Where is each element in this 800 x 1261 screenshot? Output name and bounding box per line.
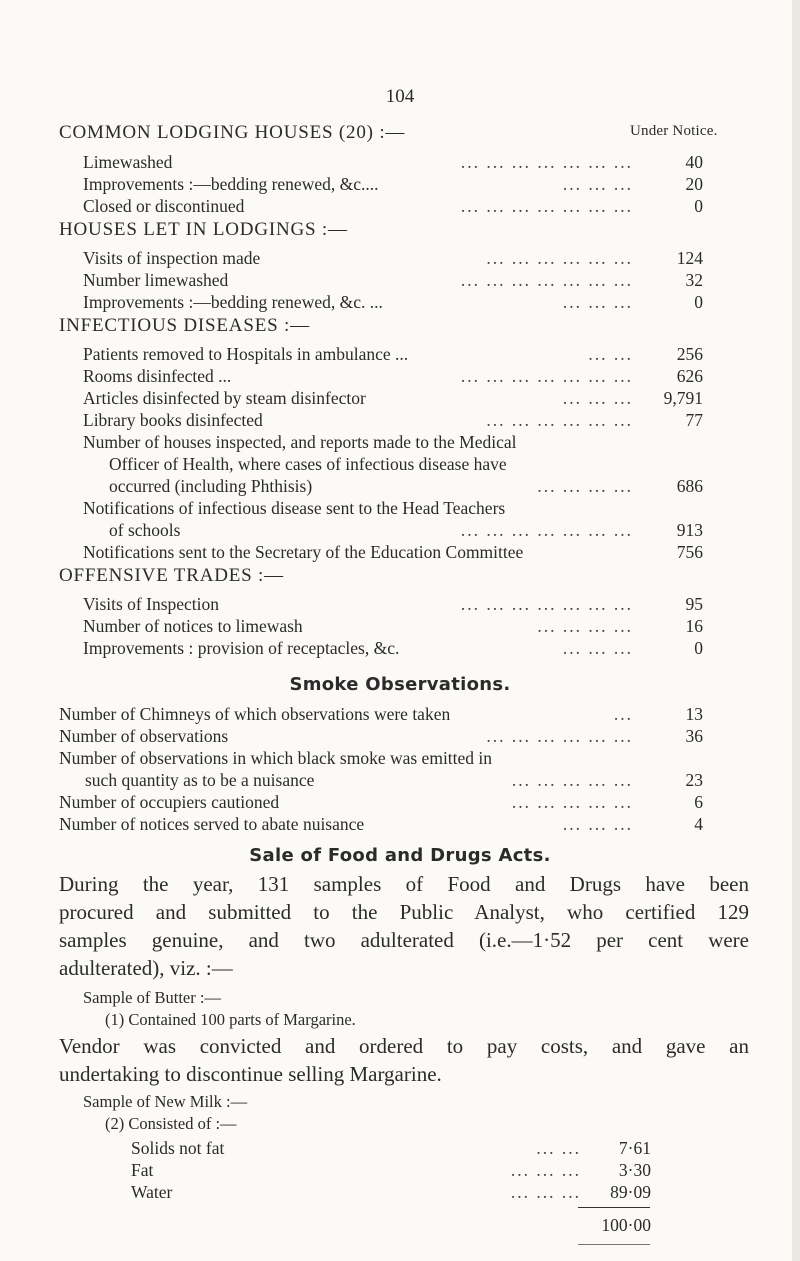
row-label: Limewashed	[83, 152, 173, 172]
table-row	[83, 248, 703, 270]
row-label: Number of observations	[59, 726, 229, 746]
sum-rule-top	[578, 1207, 650, 1208]
leader-dots: ... ... ... ... ... ... ...	[460, 594, 633, 614]
table-row	[83, 638, 703, 660]
black-smoke-line-1: Number of observations in which black smoke was emitted in	[59, 748, 493, 768]
table-row	[109, 520, 703, 542]
row-label: Number of Chimneys of which observations were taken	[59, 704, 451, 724]
row-label: Rooms disinfected ...	[83, 366, 232, 386]
table-row	[83, 616, 703, 638]
leader-dots: ... ... ... ... ... ...	[486, 726, 633, 746]
leader-dots: ... ... ... ... ... ... ...	[460, 520, 633, 540]
row-label: Water	[131, 1182, 173, 1202]
butter-sample-label: Sample of Butter :—	[83, 988, 221, 1007]
row-value: 32	[685, 270, 703, 290]
row-value: 7·61	[618, 1138, 651, 1158]
row-label: Articles disinfected by steam disinfector	[83, 388, 366, 408]
leader-dots: ... ... ... ... ... ... ...	[460, 270, 633, 290]
leader-dots: ... ... ...	[510, 1182, 581, 1202]
milk-total-row	[131, 1215, 651, 1237]
paragraph-line: Vendor was convicted and ordered to pay costs, and gave an	[59, 1034, 749, 1058]
row-value: 77	[685, 410, 703, 430]
leader-dots: ... ... ... ... ... ... ...	[460, 196, 633, 216]
row-label: Closed or discontinued	[83, 196, 245, 216]
paragraph-line: procured and submitted to the Public Analyst, who certified 129	[59, 900, 749, 924]
paragraph-line: undertaking to discontinue selling Margarine.	[59, 1062, 442, 1086]
table-row	[59, 814, 703, 836]
leader-dots: ... ... ...	[562, 388, 633, 408]
leader-dots: ... ... ... ... ... ...	[486, 248, 633, 268]
leader-dots: ... ... ... ... ... ... ...	[460, 152, 633, 172]
row-value: 16	[685, 616, 703, 636]
row-value: 626	[676, 366, 703, 386]
row-label: Patients removed to Hospitals in ambulance ...	[83, 344, 409, 364]
infectious-diseases-heading: INFECTIOUS DISEASES :—	[59, 315, 310, 336]
lodging-houses-heading	[59, 122, 718, 144]
leader-dots: ... ... ... ...	[537, 476, 633, 496]
food-drugs-heading: Sale of Food and Drugs Acts.	[249, 845, 551, 866]
leader-dots: ... ... ... ... ... ... ...	[460, 366, 633, 386]
row-label: occurred (including Phthisis)	[109, 476, 313, 496]
row-label: Number limewashed	[83, 270, 229, 290]
lodging-houses-heading-text: COMMON LODGING HOUSES (20) :—	[59, 122, 406, 143]
table-row	[83, 270, 703, 292]
row-value: 13	[685, 704, 703, 724]
table-row	[131, 1138, 651, 1160]
row-value: 0	[694, 638, 703, 658]
row-value: 0	[694, 196, 703, 216]
row-label: Visits of Inspection	[83, 594, 220, 614]
table-row	[59, 726, 703, 748]
row-value: 6	[694, 792, 703, 812]
row-value: 40	[685, 152, 703, 172]
leader-dots: ... ... ... ...	[537, 616, 633, 636]
leader-dots: ... ...	[536, 1138, 581, 1158]
leader-dots: ... ... ...	[562, 814, 633, 834]
row-label: Library books disinfected	[83, 410, 263, 430]
houses-let-heading: HOUSES LET IN LODGINGS :—	[59, 219, 348, 240]
row-value: 756	[676, 542, 703, 562]
vendor-paragraph	[59, 1032, 749, 1088]
leader-dots: ...	[613, 704, 633, 724]
head-teachers-line-1: Notifications of infectious disease sent to the Head Teachers	[83, 498, 506, 518]
table-row	[83, 388, 703, 410]
milk-consisted-of: (2) Consisted of :—	[105, 1114, 237, 1133]
table-row	[83, 594, 703, 616]
row-value: 23	[685, 770, 703, 790]
table-row	[83, 152, 703, 174]
table-row	[109, 476, 703, 498]
row-label: Number of occupiers cautioned	[59, 792, 280, 812]
table-row	[83, 292, 703, 314]
table-row	[83, 410, 703, 432]
row-value: 20	[685, 174, 703, 194]
row-label: Fat	[131, 1160, 154, 1180]
table-row	[131, 1182, 651, 1204]
houses-inspected-line-2: Officer of Health, where cases of infectious disease have	[109, 454, 507, 474]
milk-total-value: 100·00	[601, 1215, 651, 1235]
row-value: 36	[685, 726, 703, 746]
sum-rule-bottom	[578, 1244, 650, 1245]
row-label: Improvements :—bedding renewed, &c. ...	[83, 292, 383, 312]
row-value: 686	[676, 476, 703, 496]
row-value: 4	[694, 814, 703, 834]
row-value: 9,791	[663, 388, 703, 408]
page-edge-shadow	[792, 0, 800, 1261]
row-label: Notifications sent to the Secretary of the Education Committee	[83, 542, 524, 562]
row-label: such quantity as to be a nuisance	[85, 770, 315, 790]
table-row	[59, 792, 703, 814]
table-row	[83, 542, 703, 564]
row-label: Number of notices to limewash	[83, 616, 303, 636]
smoke-observations-heading: Smoke Observations.	[289, 674, 511, 695]
leader-dots: ... ... ... ... ...	[511, 770, 633, 790]
paragraph-line: samples genuine, and two adulterated (i.e.—1·52 per cent were	[59, 928, 749, 952]
row-value: 95	[685, 594, 703, 614]
paragraph-line: adulterated), viz. :—	[59, 956, 233, 980]
row-label: Visits of inspection made	[83, 248, 261, 268]
food-drugs-paragraph	[59, 870, 749, 982]
row-value: 913	[676, 520, 703, 540]
offensive-trades-heading: OFFENSIVE TRADES :—	[59, 565, 284, 586]
under-notice-column-label: Under Notice.	[630, 123, 718, 139]
paragraph-line: During the year, 131 samples of Food and Drugs have been	[59, 872, 749, 896]
table-row	[59, 704, 703, 726]
page-number: 104	[385, 86, 415, 107]
row-label: of schools	[109, 520, 181, 540]
row-label: Improvements : provision of receptacles, &c.	[83, 638, 400, 658]
row-label: Number of notices served to abate nuisance	[59, 814, 365, 834]
table-row	[83, 344, 703, 366]
row-value: 89·09	[610, 1182, 651, 1202]
leader-dots: ... ... ...	[562, 174, 633, 194]
row-value: 124	[676, 248, 703, 268]
row-label: Solids not fat	[131, 1138, 225, 1158]
table-row	[83, 196, 703, 218]
butter-result: (1) Contained 100 parts of Margarine.	[105, 1010, 356, 1029]
leader-dots: ... ...	[588, 344, 633, 364]
leader-dots: ... ... ...	[562, 292, 633, 312]
table-row	[83, 366, 703, 388]
row-value: 256	[676, 344, 703, 364]
leader-dots: ... ... ...	[562, 638, 633, 658]
milk-sample-label: Sample of New Milk :—	[83, 1092, 248, 1111]
leader-dots: ... ... ...	[510, 1160, 581, 1180]
row-value: 0	[694, 292, 703, 312]
table-row	[85, 770, 703, 792]
row-label: Improvements :—bedding renewed, &c....	[83, 174, 379, 194]
table-row	[131, 1160, 651, 1182]
table-row	[83, 174, 703, 196]
row-value: 3·30	[618, 1160, 651, 1180]
houses-inspected-line-1: Number of houses inspected, and reports made to the Medical	[83, 432, 517, 452]
leader-dots: ... ... ... ... ... ...	[486, 410, 633, 430]
leader-dots: ... ... ... ... ...	[511, 792, 633, 812]
